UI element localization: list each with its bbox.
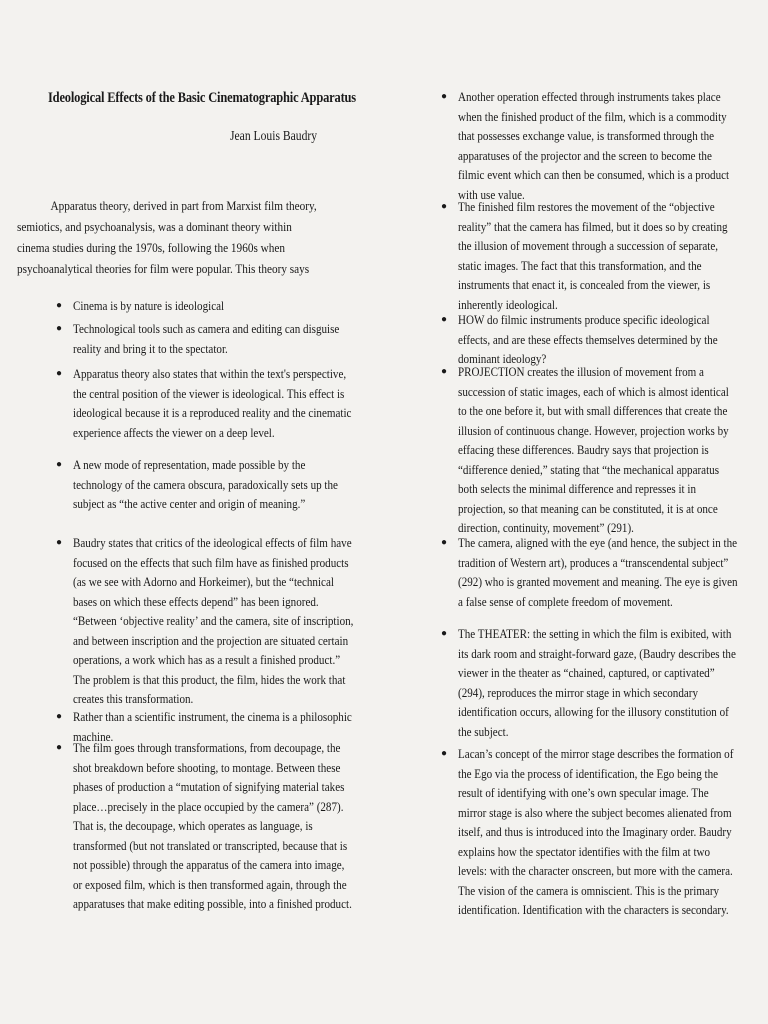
bullet-icon: ● — [56, 300, 63, 311]
list-item-text: The THEATER: the setting in which the film is exibited, with its dark room and straight-forward gaze, (Baudry describes the viewer in the theater as “chained, captured, or captivated” (294), reproduces the mirror stage in which secondary identification occurs, allowing for the illusory constitution of the subject. — [458, 627, 736, 739]
list-item — [441, 363, 768, 539]
bullet-icon: ● — [441, 314, 448, 325]
list-item — [56, 739, 395, 915]
list-item-text: HOW do filmic instruments produce specific ideological effects, and are these effects themselves determined by the dominant ideology? — [458, 313, 718, 366]
list-item-text: The finished film restores the movement of the “objective reality” that the camera has filmed, but it does so by creating the illusion of movement through a succession of separate, static images. The fact that this transformation, and the instruments that enact it, is concealed from the viewer, is inherently ideological. — [458, 200, 728, 312]
bullet-icon: ● — [441, 201, 448, 212]
bullet-icon: ● — [56, 323, 63, 334]
bullet-icon: ● — [441, 91, 448, 102]
list-item-text: Lacan’s concept of the mirror stage describes the formation of the Ego via the process of identification, the Ego being the result of identifying with one’s own specular image. The mirror stage is also where the subject becomes alienated from itself, and thus is introduced into the Imaginary order. Baudry explains how the spectator identifies with the film at two levels: with the character onscreen, but more with the camera. The vision of the camera is omniscient. This is the primary identification. Identification with the characters is secondary. — [458, 747, 734, 917]
list-item — [441, 745, 768, 921]
document-title: Ideological Effects of the Basic Cinematographic Apparatus — [48, 90, 357, 106]
author-name: Jean Louis Baudry — [230, 128, 318, 143]
list-item — [441, 311, 768, 370]
list-item — [441, 534, 768, 612]
bullet-icon: ● — [441, 537, 448, 548]
bullet-icon: ● — [56, 459, 63, 470]
bullet-icon: ● — [56, 711, 63, 722]
intro-paragraph: Apparatus theory, derived in part from Marxist film theory, semiotics, and psychoanalysis, was a dominant theory within cinema studies during the 1970s, following the 1960s when psychoanalytical theories for film were popular. This theory says — [17, 199, 317, 276]
list-item — [441, 88, 768, 205]
list-item-text: Cinema is by nature is ideological — [73, 299, 225, 313]
list-item — [441, 198, 768, 315]
bullet-icon: ● — [56, 742, 63, 753]
list-item-text: Baudry states that critics of the ideological effects of film have focused on the effects that such film have as finished products (as we see with Adorno and Horkeimer), but the “technical bases on which these effects depend” has been ignored. “Between ‘objective reality’ and the camera, site of inscription, and between inscription and the projection are situated certain operations, a work which has as a result a finished product.” The problem is that this product, the film, hides the work that creates this transformation. — [73, 536, 354, 706]
bullet-icon: ● — [56, 368, 63, 379]
list-item — [56, 456, 395, 515]
list-item-text: PROJECTION creates the illusion of movement from a succession of static images, each of which is almost identical to the one before it, but with small differences that create the illusion of continuous change. However, projection works by effacing these differences. Baudry says that projection is “difference denied,” stating that “the mechanical apparatus both selects the minimal difference and represses it in projection, so that meaning can be constituted, it is at once direction, continuity, movement” (291). — [458, 365, 729, 535]
list-item-text: A new mode of representation, made possible by the technology of the camera obscura, paradoxically sets up the subject as “the active center and origin of meaning.” — [73, 458, 338, 511]
list-item-text: The film goes through transformations, from decoupage, the shot breakdown before shooting, to montage. Between these phases of production a “mutation of signifying material takes place…precisely in the place occupied by the camera” (287). That is, the decoupage, which operates as language, is transformed (but not translated or transcripted, because that is not possible) through the apparatus of the camera into image, or exposed film, which is then transformed again, through the apparatuses that make editing possible, into a finished product. — [73, 741, 352, 911]
list-item — [56, 534, 395, 710]
list-item — [56, 365, 395, 443]
list-item-text: Another operation effected through instruments takes place when the finished product of the film, which is a commodity that possesses exchange value, is transformed through the apparatuses of the projector and the screen to become the filmic event which can then be consumed, which is a product with use value. — [458, 90, 730, 202]
bullet-icon: ● — [441, 748, 448, 759]
list-item-text: Rather than a scientific instrument, the cinema is a philosophic machine. — [73, 710, 352, 744]
bullet-icon: ● — [441, 366, 448, 377]
bullet-icon: ● — [441, 628, 448, 639]
list-item-text: The camera, aligned with the eye (and hence, the subject in the tradition of Western art), produces a “transcendental subject” (292) who is granted movement and meaning. The eye is given a false sense of complete freedom of movement. — [458, 536, 738, 609]
list-item — [56, 297, 395, 317]
list-item-text: Apparatus theory also states that within the text's perspective, the central position of the viewer is ideological. This effect is ideological because it is a reproduced reality and the cinematic experience affects the viewer on a deep level. — [73, 367, 352, 440]
list-item-text: Technological tools such as camera and editing can disguise reality and bring it to the spectator. — [73, 322, 340, 356]
list-item — [441, 625, 768, 742]
bullet-icon: ● — [56, 537, 63, 548]
list-item — [56, 320, 395, 359]
